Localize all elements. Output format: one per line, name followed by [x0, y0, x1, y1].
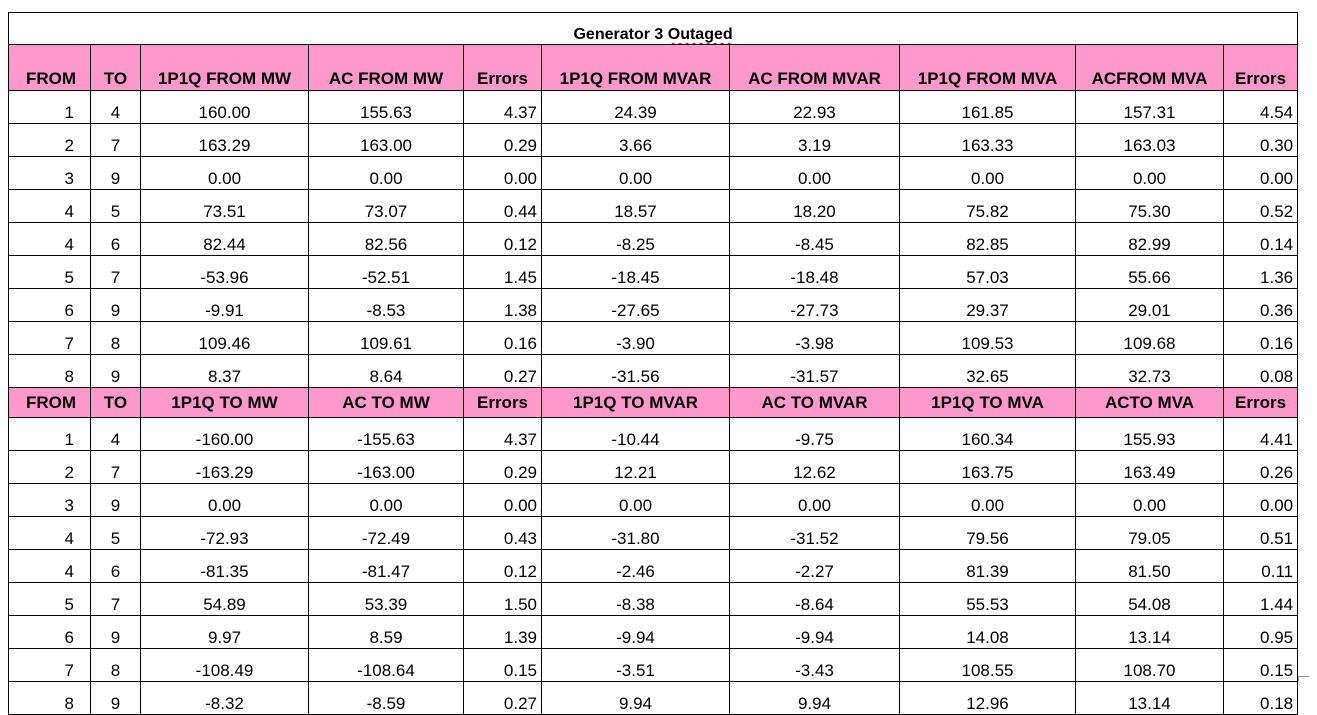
table-cell: 3: [9, 484, 91, 517]
from-flow-row: [9, 322, 1298, 355]
table-cell: 9: [91, 355, 141, 388]
table-cell: 18.57: [542, 190, 730, 223]
table-cell: 9: [91, 682, 141, 715]
generator-outage-table: [8, 12, 1298, 715]
table-cell: 5: [9, 583, 91, 616]
table-cell: 4: [9, 550, 91, 583]
table-cell: 0.36: [1224, 289, 1298, 322]
table-cell: 8: [91, 322, 141, 355]
table-cell: -81.35: [141, 550, 309, 583]
table-cell: -8.59: [309, 682, 464, 715]
table-cell: 5: [91, 190, 141, 223]
table-cell: 1.45: [464, 256, 542, 289]
table-cell: 0.27: [464, 355, 542, 388]
table-cell: 157.31: [1076, 91, 1224, 124]
table-cell: 2: [9, 124, 91, 157]
table-cell: 7: [91, 451, 141, 484]
table-cell: 0.27: [464, 682, 542, 715]
table-cell: 24.39: [542, 91, 730, 124]
column-header: 1P1Q TO MVA: [900, 388, 1076, 418]
table-cell: 9.94: [730, 682, 900, 715]
table-cell: -8.25: [542, 223, 730, 256]
table-cell: 4.54: [1224, 91, 1298, 124]
to-flow-row: [9, 649, 1298, 682]
column-header: Errors: [1224, 45, 1298, 91]
table-cell: 82.85: [900, 223, 1076, 256]
table-cell: 55.53: [900, 583, 1076, 616]
table-cell: 3.66: [542, 124, 730, 157]
table-cell: -18.45: [542, 256, 730, 289]
table-cell: 1.38: [464, 289, 542, 322]
table-cell: 160.34: [900, 418, 1076, 451]
table-cell: -163.29: [141, 451, 309, 484]
to-flow-row: [9, 484, 1298, 517]
table-cell: -52.51: [309, 256, 464, 289]
table-cell: 109.68: [1076, 322, 1224, 355]
table-cell: 0.00: [542, 484, 730, 517]
table-cell: 81.50: [1076, 550, 1224, 583]
table-cell: 12.96: [900, 682, 1076, 715]
table-cell: -31.80: [542, 517, 730, 550]
table-cell: 55.66: [1076, 256, 1224, 289]
table-cell: 0.00: [900, 484, 1076, 517]
table-cell: 0.18: [1224, 682, 1298, 715]
table-cell: 0.00: [730, 157, 900, 190]
table-cell: -8.32: [141, 682, 309, 715]
table-cell: -9.91: [141, 289, 309, 322]
table-cell: -3.90: [542, 322, 730, 355]
table-cell: 8: [9, 355, 91, 388]
from-flow-row: [9, 190, 1298, 223]
table-cell: -53.96: [141, 256, 309, 289]
table-cell: 108.70: [1076, 649, 1224, 682]
table-cell: 0.00: [1076, 484, 1224, 517]
table-cell: 7: [91, 256, 141, 289]
table-cell: 160.00: [141, 91, 309, 124]
table-cell: 82.56: [309, 223, 464, 256]
table-cell: 163.33: [900, 124, 1076, 157]
table-cell: -31.57: [730, 355, 900, 388]
from-flow-row: [9, 157, 1298, 190]
table-cell: 81.39: [900, 550, 1076, 583]
table-cell: 9: [91, 616, 141, 649]
table-cell: 9.94: [542, 682, 730, 715]
column-header: TO: [91, 388, 141, 418]
column-header: AC FROM MW: [309, 45, 464, 91]
from-flow-row: [9, 355, 1298, 388]
table-cell: 1.44: [1224, 583, 1298, 616]
column-header: 1P1Q FROM MVA: [900, 45, 1076, 91]
table-cell: 0.15: [464, 649, 542, 682]
table-cell: 13.14: [1076, 616, 1224, 649]
table-cell: -3.51: [542, 649, 730, 682]
table-cell: 1: [9, 91, 91, 124]
from-flow-row: [9, 223, 1298, 256]
column-header: FROM: [9, 388, 91, 418]
table-cell: 0.00: [1224, 157, 1298, 190]
table-cell: 163.00: [309, 124, 464, 157]
table-cell: 3: [9, 157, 91, 190]
table-cell: 73.51: [141, 190, 309, 223]
table-cell: 155.63: [309, 91, 464, 124]
table-cell: 4.37: [464, 91, 542, 124]
table-cell: 163.29: [141, 124, 309, 157]
table-cell: 0.00: [1076, 157, 1224, 190]
table-cell: -81.47: [309, 550, 464, 583]
table-cell: 8.37: [141, 355, 309, 388]
to-flow-row: [9, 682, 1298, 715]
table-cell: 109.61: [309, 322, 464, 355]
table-cell: 12.62: [730, 451, 900, 484]
table-title: [9, 13, 1298, 45]
table-cell: 6: [9, 289, 91, 322]
table-cell: 4: [9, 517, 91, 550]
table-cell: 109.53: [900, 322, 1076, 355]
table-cell: 0.08: [1224, 355, 1298, 388]
table-title-text: Generator 3: [573, 26, 668, 43]
table-cell: 0.00: [542, 157, 730, 190]
table-cell: -3.43: [730, 649, 900, 682]
table-cell: 75.82: [900, 190, 1076, 223]
table-cell: -31.56: [542, 355, 730, 388]
table-cell: -2.46: [542, 550, 730, 583]
table-cell: 0.43: [464, 517, 542, 550]
table-cell: 79.56: [900, 517, 1076, 550]
table-cell: 7: [91, 583, 141, 616]
table-cell: 0.29: [464, 124, 542, 157]
table-cell: 0.52: [1224, 190, 1298, 223]
table-cell: 0.26: [1224, 451, 1298, 484]
column-header: ACFROM MVA: [1076, 45, 1224, 91]
from-header-row: [9, 45, 1298, 91]
table-cell: 0.00: [1224, 484, 1298, 517]
table-cell: 7: [9, 322, 91, 355]
table-cell: 0.29: [464, 451, 542, 484]
table-cell: 0.16: [464, 322, 542, 355]
table-cell: 32.73: [1076, 355, 1224, 388]
from-flow-row: [9, 124, 1298, 157]
from-flow-row: [9, 289, 1298, 322]
table-cell: -18.48: [730, 256, 900, 289]
to-flow-row: [9, 451, 1298, 484]
table-cell: -108.49: [141, 649, 309, 682]
to-flow-row: [9, 517, 1298, 550]
table-cell: 0.51: [1224, 517, 1298, 550]
table-cell: -3.98: [730, 322, 900, 355]
table-cell: -72.49: [309, 517, 464, 550]
table-cell: 0.30: [1224, 124, 1298, 157]
table-cell: 4.41: [1224, 418, 1298, 451]
table-cell: 32.65: [900, 355, 1076, 388]
table-cell: 9.97: [141, 616, 309, 649]
table-cell: -8.38: [542, 583, 730, 616]
table-cell: 0.00: [141, 157, 309, 190]
table-cell: 2: [9, 451, 91, 484]
table-cell: 54.08: [1076, 583, 1224, 616]
table-cell: 1.36: [1224, 256, 1298, 289]
to-flow-row: [9, 616, 1298, 649]
column-header: FROM: [9, 45, 91, 91]
table-cell: 5: [9, 256, 91, 289]
table-cell: -31.52: [730, 517, 900, 550]
table-cell: -8.64: [730, 583, 900, 616]
table-cell: 163.03: [1076, 124, 1224, 157]
table-cell: 0.00: [464, 484, 542, 517]
table-cell: 4.37: [464, 418, 542, 451]
table-cell: 53.39: [309, 583, 464, 616]
table-cell: 13.14: [1076, 682, 1224, 715]
column-header: AC TO MVAR: [730, 388, 900, 418]
column-header: Errors: [464, 45, 542, 91]
table-cell: 14.08: [900, 616, 1076, 649]
column-header: TO: [91, 45, 141, 91]
table-cell: -8.45: [730, 223, 900, 256]
table-cell: -108.64: [309, 649, 464, 682]
column-header: Errors: [464, 388, 542, 418]
table-cell: 82.99: [1076, 223, 1224, 256]
table-cell: -160.00: [141, 418, 309, 451]
table-cell: 6: [9, 616, 91, 649]
table-cell: -163.00: [309, 451, 464, 484]
table-cell: -9.94: [542, 616, 730, 649]
table-cell: 155.93: [1076, 418, 1224, 451]
table-cell: 79.05: [1076, 517, 1224, 550]
table-cell: 6: [91, 223, 141, 256]
table-cell: 108.55: [900, 649, 1076, 682]
from-flow-row: [9, 91, 1298, 124]
to-flow-row: [9, 418, 1298, 451]
column-header: ACTO MVA: [1076, 388, 1224, 418]
from-flow-row: [9, 256, 1298, 289]
table-cell: 4: [9, 223, 91, 256]
table-cell: 161.85: [900, 91, 1076, 124]
table-cell: 0.44: [464, 190, 542, 223]
table-cell: 7: [9, 649, 91, 682]
table-cell: 18.20: [730, 190, 900, 223]
table-cell: 29.01: [1076, 289, 1224, 322]
table-cell: -72.93: [141, 517, 309, 550]
table-cell: 0.11: [1224, 550, 1298, 583]
column-header: AC FROM MVAR: [730, 45, 900, 91]
table-cell: 12.21: [542, 451, 730, 484]
table-cell: 1.39: [464, 616, 542, 649]
table-cell: 0.15: [1224, 649, 1298, 682]
column-header: 1P1Q TO MVAR: [542, 388, 730, 418]
table-cell: -10.44: [542, 418, 730, 451]
table-cell: 22.93: [730, 91, 900, 124]
table-cell: 82.44: [141, 223, 309, 256]
table-cell: 0.16: [1224, 322, 1298, 355]
table-cell: 9: [91, 289, 141, 322]
table-cell: 0.12: [464, 550, 542, 583]
table-cell: 8.59: [309, 616, 464, 649]
page-corner-mark: [1298, 676, 1309, 682]
table-cell: -9.75: [730, 418, 900, 451]
table-cell: 0.00: [309, 157, 464, 190]
table-cell: 4: [91, 418, 141, 451]
table-cell: -9.94: [730, 616, 900, 649]
table-cell: -2.27: [730, 550, 900, 583]
table-cell: 4: [91, 91, 141, 124]
to-header-row: [9, 388, 1298, 418]
table-cell: 3.19: [730, 124, 900, 157]
table-cell: 0.14: [1224, 223, 1298, 256]
table-cell: 73.07: [309, 190, 464, 223]
table-cell: -27.65: [542, 289, 730, 322]
to-flow-row: [9, 550, 1298, 583]
table-cell: 163.49: [1076, 451, 1224, 484]
table-cell: 57.03: [900, 256, 1076, 289]
table-cell: -27.73: [730, 289, 900, 322]
table-cell: 163.75: [900, 451, 1076, 484]
table-cell: 7: [91, 124, 141, 157]
table-cell: 9: [91, 157, 141, 190]
table-cell: 6: [91, 550, 141, 583]
to-flow-row: [9, 583, 1298, 616]
table-cell: 109.46: [141, 322, 309, 355]
table-cell: 4: [9, 190, 91, 223]
table-cell: 54.89: [141, 583, 309, 616]
table-cell: 9: [91, 484, 141, 517]
table-cell: 0.12: [464, 223, 542, 256]
table-cell: -155.63: [309, 418, 464, 451]
table-cell: 0.00: [141, 484, 309, 517]
table-cell: 1: [9, 418, 91, 451]
table-title-outaged: Outaged: [667, 26, 733, 43]
column-header: 1P1Q TO MW: [141, 388, 309, 418]
table-cell: -8.53: [309, 289, 464, 322]
table-title-row: [9, 13, 1298, 45]
table-cell: 0.00: [900, 157, 1076, 190]
table-cell: 0.00: [309, 484, 464, 517]
column-header: 1P1Q FROM MW: [141, 45, 309, 91]
table-cell: 8.64: [309, 355, 464, 388]
table-cell: 5: [91, 517, 141, 550]
table-cell: 8: [9, 682, 91, 715]
column-header: Errors: [1224, 388, 1298, 418]
column-header: AC TO MW: [309, 388, 464, 418]
table-cell: 75.30: [1076, 190, 1224, 223]
table-cell: 0.95: [1224, 616, 1298, 649]
table-cell: 0.00: [730, 484, 900, 517]
table-cell: 29.37: [900, 289, 1076, 322]
table-cell: 1.50: [464, 583, 542, 616]
table-cell: 8: [91, 649, 141, 682]
column-header: 1P1Q FROM MVAR: [542, 45, 730, 91]
table-cell: 0.00: [464, 157, 542, 190]
